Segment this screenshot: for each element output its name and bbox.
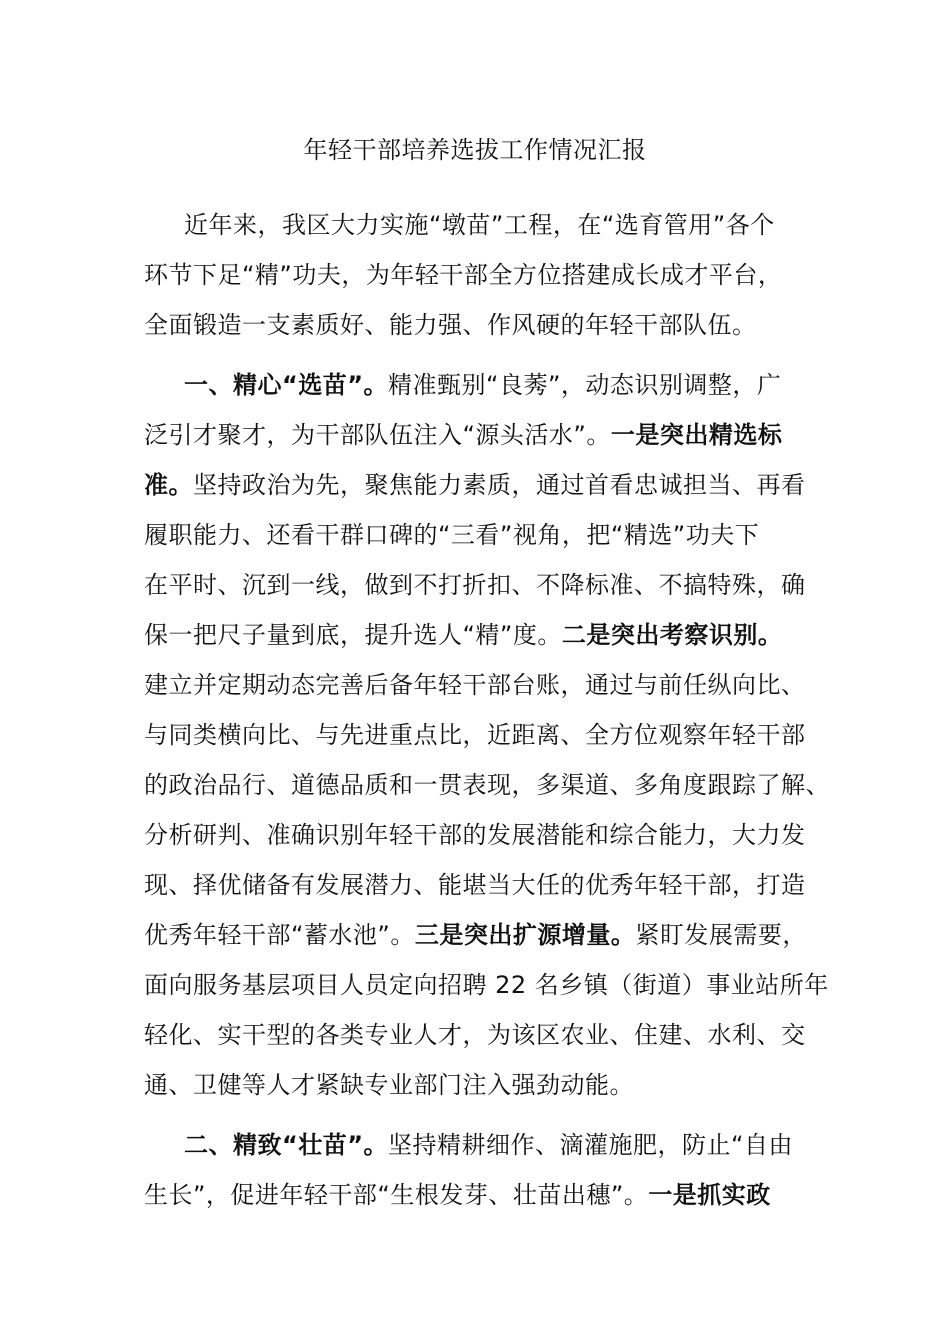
bold-run: 准。 — [144, 471, 193, 499]
paragraph-line — [144, 717, 806, 753]
text-run: 在平时、沉到一线，做到不打折扣、不降标准、不搞特殊，确 — [144, 571, 806, 599]
text-run: 履职能力、还看干群口碑的“三看”视角，把“精选”功夫下 — [144, 521, 760, 549]
paragraph-line — [144, 567, 806, 603]
text-run: 坚持政治为先，聚焦能力素质，通过首看忠诚担当、再看 — [193, 471, 806, 499]
section-heading: 二、精致“壮苗”。 — [184, 1131, 389, 1159]
paragraph-line — [144, 917, 807, 953]
text-run: 保一把尺子量到底，提升选人“精”度。 — [144, 621, 562, 649]
text-run: 泛引才聚才，为干部队伍注入“源头活水”。 — [144, 421, 611, 449]
paragraph-line — [184, 1127, 793, 1163]
paragraph-line — [144, 1177, 771, 1213]
paragraph-line — [144, 617, 782, 653]
text-run: 生长”，促进年轻干部“生根发芽、壮苗出穗”。 — [144, 1181, 649, 1209]
paragraph-line — [144, 1017, 806, 1053]
paragraph-line — [144, 417, 782, 453]
paragraph-line — [144, 257, 782, 293]
text-run: 建立并定期动态完善后备年轻干部台账，通过与前任纵向比、 — [144, 671, 806, 699]
text-run: 环节下足“精”功夫，为年轻干部全方位搭建成长成才平台， — [144, 261, 783, 289]
text-run: 通、卫健等人才紧缺专业部门注入强劲动能。 — [144, 1071, 634, 1099]
paragraph-line — [144, 817, 806, 853]
paragraph-line — [144, 307, 757, 343]
text-run: 轻化、实干型的各类专业人才，为该区农业、住建、水利、交 — [144, 1021, 806, 1049]
paragraph-line — [144, 517, 759, 553]
text-run: 与同类横向比、与先进重点比，近距离、全方位观察年轻干部 — [144, 721, 806, 749]
paragraph-line — [184, 207, 775, 243]
bold-run: 三是突出扩源增量。 — [414, 921, 636, 949]
text-run: 紧盯发展需要， — [635, 921, 807, 949]
paragraph-line — [144, 467, 806, 503]
text-run: 现、择优储备有发展潜力、能堪当大任的优秀年轻干部，打造 — [144, 871, 806, 899]
document-title: 年轻干部培养选拔工作情况汇报 — [303, 136, 647, 164]
text-run: 全面锻造一支素质好、能力强、作风硬的年轻干部队伍。 — [144, 311, 757, 339]
text-run: 的政治品行、道德品质和一贯表现，多渠道、多角度跟踪了解、 — [144, 771, 830, 799]
text-run: 分析研判、准确识别年轻干部的发展潜能和综合能力，大力发 — [144, 821, 806, 849]
bold-run: 二是突出考察识别。 — [561, 621, 783, 649]
paragraph-line — [144, 667, 806, 703]
text-run: 近年来，我区大力实施“墩苗”工程，在“选育管用”各个 — [184, 211, 775, 239]
paragraph-line — [184, 367, 781, 403]
text-run: 面向服务基层项目人员定向招聘 22 名乡镇（街道）事业站所年 — [144, 971, 829, 999]
text-run: 坚持精耕细作、滴灌施肥，防止“自由 — [388, 1131, 793, 1159]
bold-run: 一是抓实政 — [648, 1181, 771, 1209]
paragraph-line — [144, 767, 830, 803]
paragraph-line — [144, 867, 806, 903]
bold-run: 一是突出精选标 — [610, 421, 783, 449]
text-run: 精准甄别“良莠”，动态识别调整，广 — [388, 371, 782, 399]
paragraph-line — [144, 967, 829, 1003]
text-run: 优秀年轻干部“蓄水池”。 — [144, 921, 415, 949]
section-heading: 一、精心“选苗”。 — [184, 371, 389, 399]
paragraph-line — [144, 1067, 634, 1103]
